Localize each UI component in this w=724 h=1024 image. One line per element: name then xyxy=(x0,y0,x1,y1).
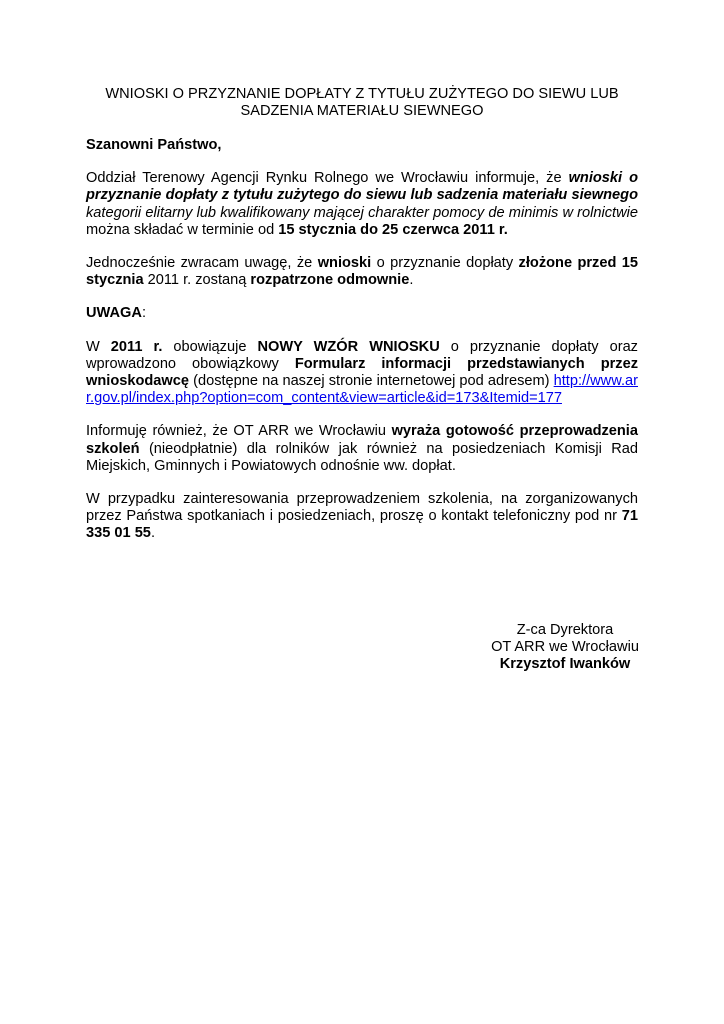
p2-text-a: Jednocześnie zwracam uwagę, że xyxy=(86,255,318,272)
signature-block xyxy=(440,622,690,674)
p1-text-a: Oddział Terenowy Agencji Rynku Rolnego we Wrocławiu informuje, że xyxy=(86,170,569,187)
p3-year: 2011 r. xyxy=(110,338,163,355)
p2-rejected: rozpatrzone odmownie xyxy=(250,272,410,289)
paragraph-training xyxy=(86,423,638,475)
p1-category: kategorii elitarny lub kwalifikowany mającej charakter pomocy de minimis w rolnictwie xyxy=(86,204,638,221)
paragraph-contact xyxy=(86,491,638,543)
title-line-1: WNIOSKI O PRZYZNANIE DOPŁATY Z TYTUŁU ZUŻYTEGO DO SIEWU LUB xyxy=(105,86,619,102)
p3-text-a: W xyxy=(86,338,111,355)
document-title xyxy=(60,86,664,120)
p3-text-c: obowiązuje xyxy=(162,338,258,355)
arr-website-link[interactable]: http://www.arr.gov.pl/index.php?option=com_content&view=article&id=173&Itemid=177 xyxy=(86,373,638,407)
signature-position: Z-ca Dyrektora xyxy=(516,622,614,638)
signature-name xyxy=(440,656,690,673)
greeting: Szanowni Państwo, xyxy=(86,137,222,153)
p2-text-c: o przyznanie dopłaty xyxy=(371,255,519,272)
p2-before-date: złożone przed 15 stycznia xyxy=(86,255,638,289)
title-line-2: SADZENIA MATERIAŁU SIEWNEGO xyxy=(240,103,484,120)
p1-deadline: 15 stycznia do 25 czerwca 2011 r. xyxy=(278,221,508,238)
p2-wnioski: wnioski xyxy=(317,255,372,272)
signature-name-text: Krzysztof Iwanków xyxy=(499,656,631,673)
p5-text-a: W przypadku zainteresowania przeprowadzeniem szkolenia, na zorganizowanych przez Państwa spotkaniach i posiedzeniach, proszę o kontakt telefoniczny pod nr xyxy=(86,491,638,525)
uwaga-heading xyxy=(86,305,638,322)
signature-office: OT ARR we Wrocławiu xyxy=(491,639,639,656)
p3-text-e: o przyznanie dopłaty oraz wprowadzono obowiązkowy xyxy=(86,338,638,372)
uwaga-label: UWAGA xyxy=(86,305,142,322)
p1-application-name: wnioski o przyznanie dopłaty z tytułu zużytego do siewu lub sadzenia materiału siewnego xyxy=(86,170,638,204)
p3-new-form: NOWY WZÓR WNIOSKU xyxy=(257,338,440,355)
document-body xyxy=(86,137,638,559)
p4-text-c: (nieodpłatnie) dla rolników jak również na posiedzeniach Komisji Rad Miejskich, Gminnych i Powiatowych odnośnie ww. dopłat. xyxy=(86,440,638,474)
p1-text-d: można składać w terminie od xyxy=(86,221,279,238)
p3-text-g: (dostępne na naszej stronie internetowej pod adresem) xyxy=(189,373,550,390)
uwaga-colon: : xyxy=(141,305,147,322)
p5-text-c: . xyxy=(150,525,155,542)
paragraph-deadline xyxy=(86,170,638,239)
p4-text-a: Informuję również, że OT ARR we Wrocławiu xyxy=(86,423,392,440)
p4-readiness: wyraża gotowość przeprowadzenia szkoleń xyxy=(86,423,638,457)
phone-number: 71 335 01 55 xyxy=(86,508,638,542)
paragraph-new-form xyxy=(86,339,638,408)
p3-info-form: Formularz informacji przedstawianych przez wnioskodawcę xyxy=(86,355,638,390)
p2-text-e: 2011 r. zostaną xyxy=(143,272,251,289)
paragraph-rejection xyxy=(86,255,638,289)
p2-text-g: . xyxy=(409,272,414,289)
